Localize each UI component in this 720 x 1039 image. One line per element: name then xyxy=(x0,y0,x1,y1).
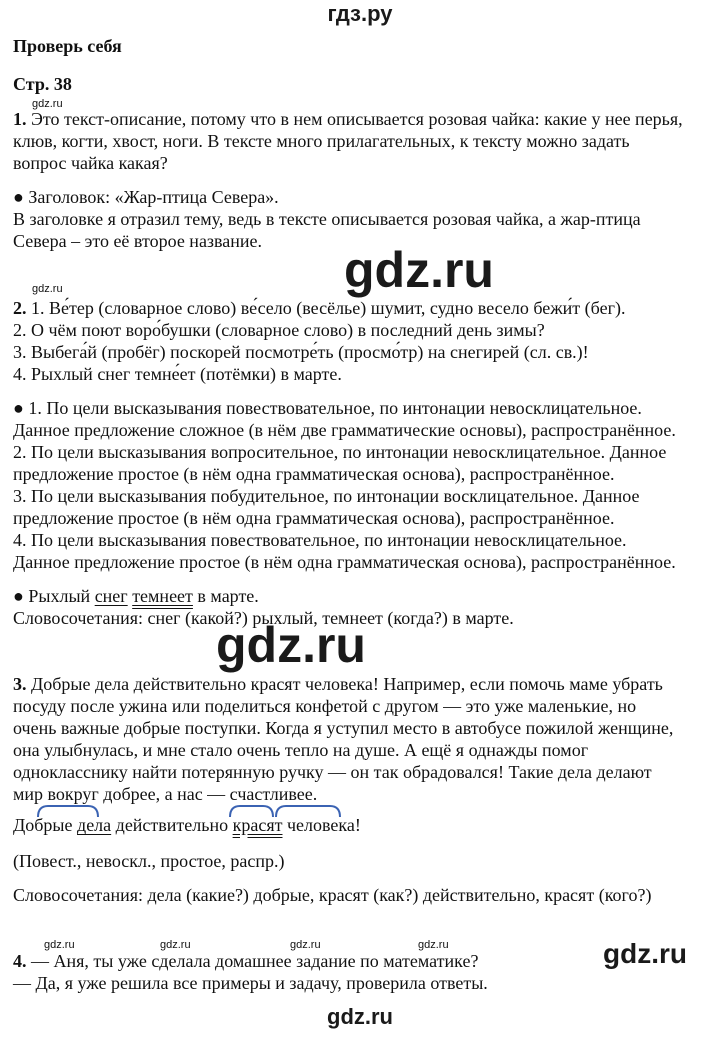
task2-analysis-line: предложение простое (в нём одна грамматическая основа), распространённое. xyxy=(13,464,615,484)
watermark-bottom: gdz.ru xyxy=(327,1004,393,1029)
task2-analysis-line: ● 1. По цели высказывания повествовательное, по интонации невосклицательное. xyxy=(13,398,642,418)
watermark-small: gdz.ru xyxy=(160,939,191,951)
task-number: 4. xyxy=(13,951,27,971)
watermark-big: gdz.ru xyxy=(216,617,366,673)
watermark-big: gdz.ru xyxy=(344,242,494,298)
predicate-word: красят xyxy=(232,815,283,835)
watermark-small: gdz.ru xyxy=(290,939,321,951)
task2-line: 4. Рыхлый снег темне́ет (потёмки) в марте. xyxy=(13,364,342,384)
page-heading: Проверь себя xyxy=(13,36,122,56)
watermark-small: gdz.ru xyxy=(32,98,63,110)
task1-line: вопрос чайка какая? xyxy=(13,153,168,173)
task3-line: она улыбнулась, и мне стало очень тепло на душе. А ещё я однажды помог xyxy=(13,740,589,760)
task-text: Это текст-описание, потому что в нем описывается розовая чайка: какие у нее перья, xyxy=(26,109,683,129)
task2-analysis-line: 3. По цели высказывания побудительное, по интонации восклицательное. Данное xyxy=(13,486,640,506)
task3-line: посуду после ужина или поделиться конфетой с другом — это уже маленькие, но xyxy=(13,696,637,716)
task1-title-line: ● Заголовок: «Жар-птица Севера». xyxy=(13,187,279,207)
task2-analysis-line: 4. По цели высказывания повествовательное, по интонации невосклицательное. xyxy=(13,530,627,550)
task2-line: 2. О чём поют воро́бушки (словарное слово) в последний день зимы? xyxy=(13,320,545,340)
task2-analysis-line: Данное предложение простое (в нём одна грамматическая основа), распространённое. xyxy=(13,552,676,572)
watermark-small: gdz.ru xyxy=(44,939,75,951)
task-text: — Аня, ты уже сделала домашнее задание по математике? xyxy=(26,951,479,971)
task2-phrases: Словосочетания: снег (какой?) рыхлый, темнеет (когда?) в марте. xyxy=(13,608,514,628)
task2-line: 3. Выбега́й (пробёг) поскорей посмотре́ть (просмо́тр) на снегирей (сл. св.)! xyxy=(13,342,589,362)
task-number: 1. xyxy=(13,109,27,129)
task1-line: клюв, когти, хвост, ноги. В тексте много прилагательных, к тексту можно задать xyxy=(13,131,630,151)
task3-line: очень важные добрые поступки. Когда я уступил место в автобусе пожилой женщине, xyxy=(13,718,674,738)
task-text: 1. Ве́тер (словарное слово) ве́село (весёлье) шумит, судно весело бежи́т (бег). xyxy=(26,298,626,318)
watermark-small: gdz.ru xyxy=(32,283,63,295)
watermark-small: gdz.ru xyxy=(418,939,449,951)
watermark-top: гдз.ру xyxy=(327,1,393,26)
subject-word: снег xyxy=(94,586,128,606)
task3-line: однокласснику найти потерянную ручку — он так обрадовался! Такие дела делают xyxy=(13,762,652,782)
task2-analysis-line: 2. По цели высказывания вопросительное, по интонации невосклицательное. Данное xyxy=(13,442,667,462)
task3-phrases: Словосочетания: дела (какие?) добрые, красят (как?) действительно, красят (кого?) xyxy=(13,885,652,905)
task3-characteristics: (Повест., невоскл., простое, распр.) xyxy=(13,851,285,871)
task2-analysis-line: предложение простое (в нём одна грамматическая основа), распространённое. xyxy=(13,508,615,528)
sentence-word: человека! xyxy=(286,815,361,835)
task4-line: — Да, я уже решила все примеры и задачу, проверила ответы. xyxy=(13,973,488,993)
task-number: 2. xyxy=(13,298,27,318)
task1-line: Севера – это её второе название. xyxy=(13,231,263,251)
predicate-word: темнеет xyxy=(132,586,193,606)
sentence-word: Добрые xyxy=(13,815,73,835)
page-reference: Стр. 38 xyxy=(13,74,72,94)
task3-line: мир вокруг добрее, а нас — счастливее. xyxy=(13,784,318,804)
task1-line: В заголовке я отразил тему, ведь в тексте описывается розовая чайка, а жар-птица xyxy=(13,209,641,229)
sentence-word: действительно xyxy=(115,815,229,835)
task2-analysis-line: Данное предложение сложное (в нём две грамматические основы), распространённое. xyxy=(13,420,676,440)
task-number: 3. xyxy=(13,674,27,694)
task-text: Добрые дела действительно красят человека! Например, если помочь маме убрать xyxy=(26,674,663,694)
task3-parsed-sentence xyxy=(13,814,361,836)
task4-line xyxy=(13,950,478,972)
sentence-part: ● Рыхлый xyxy=(13,586,95,606)
subject-word: дела xyxy=(77,815,112,835)
watermark-mid: gdz.ru xyxy=(603,938,687,969)
sentence-part: в марте. xyxy=(192,586,259,606)
